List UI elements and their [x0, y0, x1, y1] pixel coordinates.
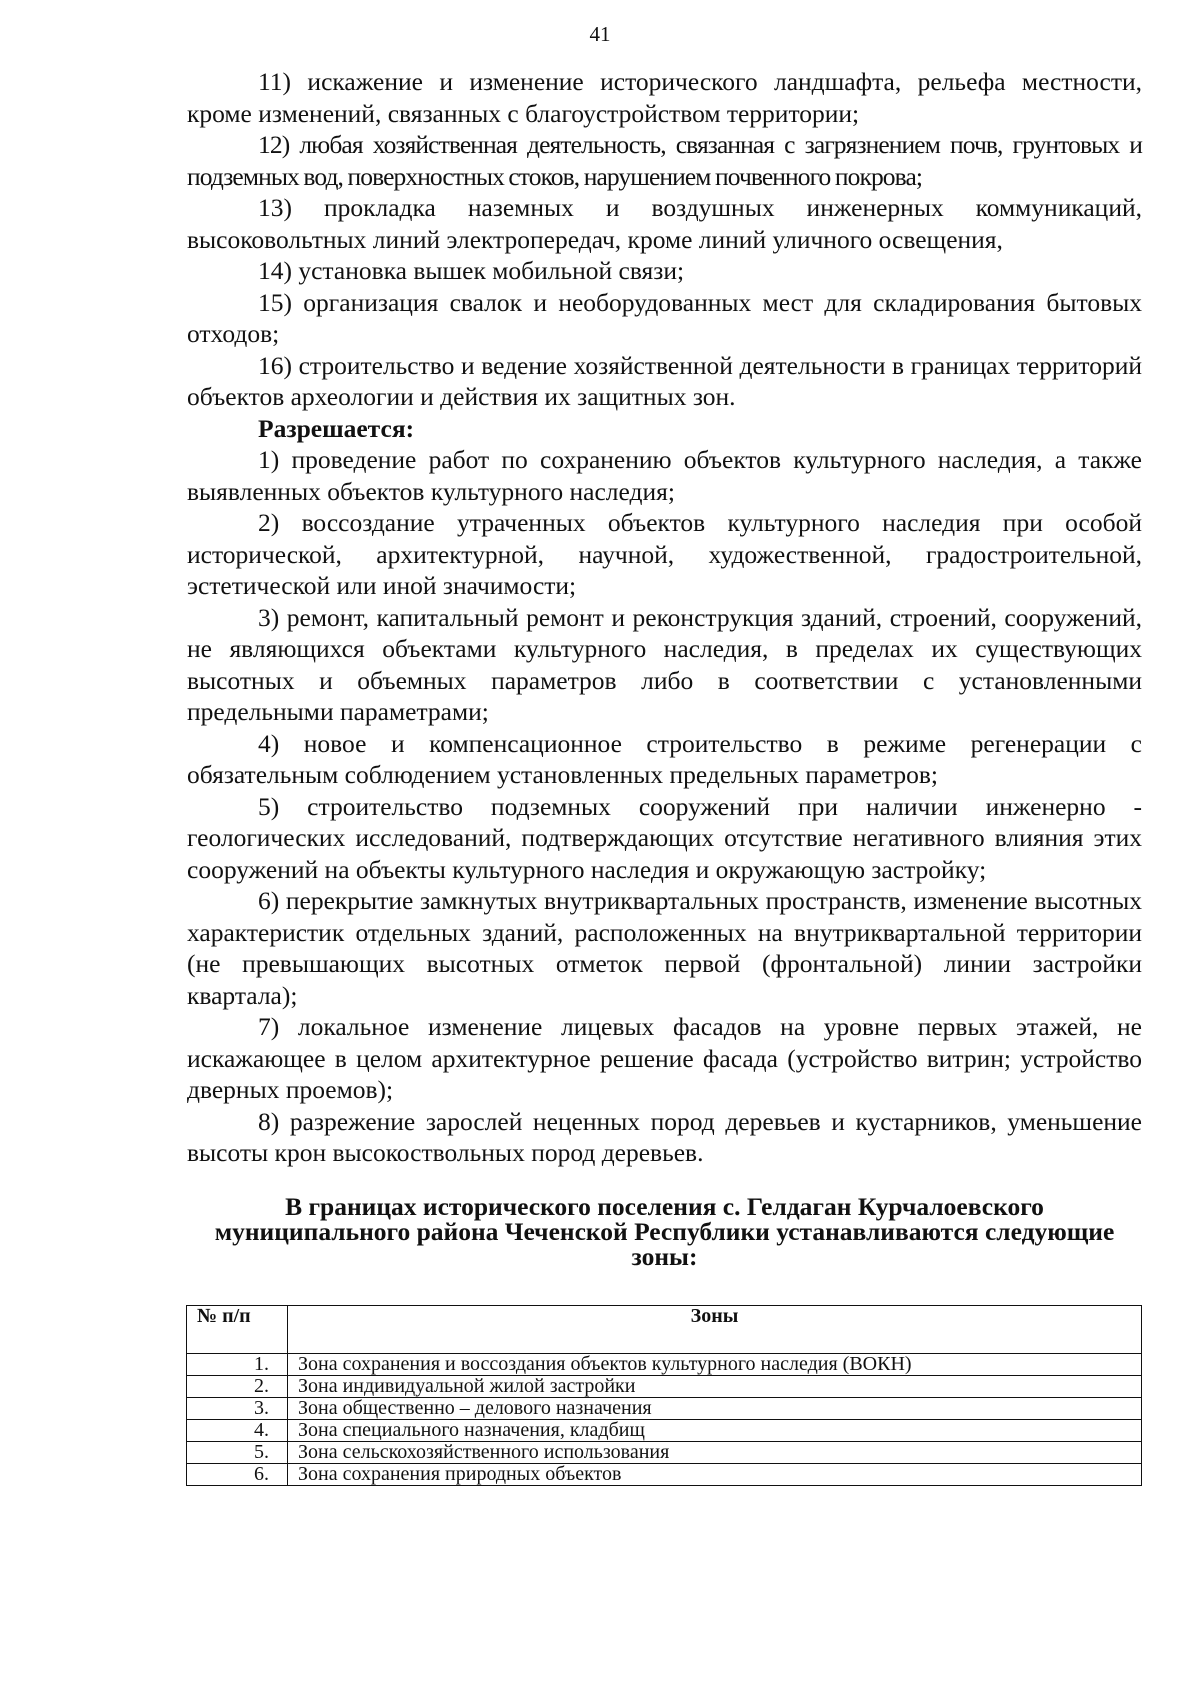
- page-number: 41: [589, 22, 611, 46]
- document-body: [187, 66, 1142, 1169]
- row-number: 5.: [187, 1442, 288, 1464]
- allowed-item-2: 2) воссоздание утраченных объектов культурного наследия при особой исторической, архитектурной, научной, художественной, градостроительной, эстетической или иной значимости;: [187, 508, 1142, 600]
- table-row: [187, 1398, 1142, 1420]
- prohibited-item-11: 11) искажение и изменение исторического ландшафта, рельефа местности, кроме изменений, связанных с благоустройством территории;: [187, 67, 1142, 128]
- allowed-item-3: 3) ремонт, капитальный ремонт и реконструкция зданий, строений, сооружений, не являющихся объектами культурного наследия, в пределах их существующих высотных и объемных параметров либо в соответствии с установленными предельными параметрами;: [187, 602, 1142, 726]
- allowed-item-7: 7) локальное изменение лицевых фасадов на уровне первых этажей, не искажающее в целом архитектурное решение фасада (устройство витрин; устройство дверных проемов);: [187, 1012, 1142, 1104]
- allowed-item-4: 4) новое и компенсационное строительство в режиме регенерации с обязательным соблюдением установленных предельных параметров;: [187, 728, 1142, 789]
- column-header-number: № п/п: [187, 1306, 288, 1354]
- prohibited-item-14: 14) установка вышек мобильной связи;: [258, 256, 685, 285]
- allowed-item-1: 1) проведение работ по сохранению объектов культурного наследия, а также выявленных объектов культурного наследия;: [187, 445, 1142, 506]
- row-number: 6.: [187, 1464, 288, 1486]
- table-row: [187, 1442, 1142, 1464]
- row-number: 4.: [187, 1420, 288, 1442]
- row-number: 2.: [187, 1376, 288, 1398]
- prohibited-item-12: 12) любая хозяйственная деятельность, связанная с загрязнением почв, грунтовых и подземных вод, поверхностных стоков, нарушением почвенного покрова;: [187, 130, 1142, 191]
- table-row: [187, 1420, 1142, 1442]
- row-number: 1.: [187, 1354, 288, 1376]
- zone-name: Зона сельскохозяйственного использования: [288, 1442, 1142, 1464]
- table-row: [187, 1376, 1142, 1398]
- column-header-zones: Зоны: [288, 1306, 1142, 1354]
- table-row: [187, 1464, 1142, 1486]
- row-number: 3.: [187, 1398, 288, 1420]
- zone-name: Зона индивидуальной жилой застройки: [288, 1376, 1142, 1398]
- allowed-heading: Разрешается:: [258, 413, 415, 443]
- table-row: [187, 1354, 1142, 1376]
- allowed-item-8: 8) разрежение зарослей неценных пород деревьев и кустарников, уменьшение высоты крон высокоствольных пород деревьев.: [187, 1106, 1142, 1167]
- zone-name: Зона сохранения и воссоздания объектов культурного наследия (ВОКН): [288, 1354, 1142, 1376]
- zone-name: Зона специального назначения, кладбищ: [288, 1420, 1142, 1442]
- zones-table: [186, 1305, 1142, 1486]
- prohibited-item-13: 13) прокладка наземных и воздушных инженерных коммуникаций, высоковольтных линий электропередач, кроме линий уличного освещения,: [187, 193, 1142, 254]
- table-header-row: [187, 1306, 1142, 1354]
- zone-name: Зона общественно – делового назначения: [288, 1398, 1142, 1420]
- allowed-item-6: 6) перекрытие замкнутых внутриквартальных пространств, изменение высотных характеристик отдельных зданий, расположенных на внутриквартальной территории (не превышающих высотных отметок первой (фронтальной) линии застройки квартала);: [187, 886, 1142, 1010]
- prohibited-item-16: 16) строительство и ведение хозяйственной деятельности в границах территорий объектов археологии и действия их защитных зон.: [187, 350, 1142, 411]
- zone-name: Зона сохранения природных объектов: [288, 1464, 1142, 1486]
- allowed-item-5: 5) строительство подземных сооружений при наличии инженерно - геологических исследований, подтверждающих отсутствие негативного влияния этих сооружений на объекты культурного наследия и окружающую застройку;: [187, 791, 1142, 884]
- prohibited-item-15: 15) организация свалок и необорудованных мест для складирования бытовых отходов;: [187, 287, 1142, 348]
- zones-section-title: В границах исторического поселения с. Гелдаган Курчалоевского муниципального района Чеченской Республики устанавливаются следующие зоны:: [214, 1192, 1115, 1271]
